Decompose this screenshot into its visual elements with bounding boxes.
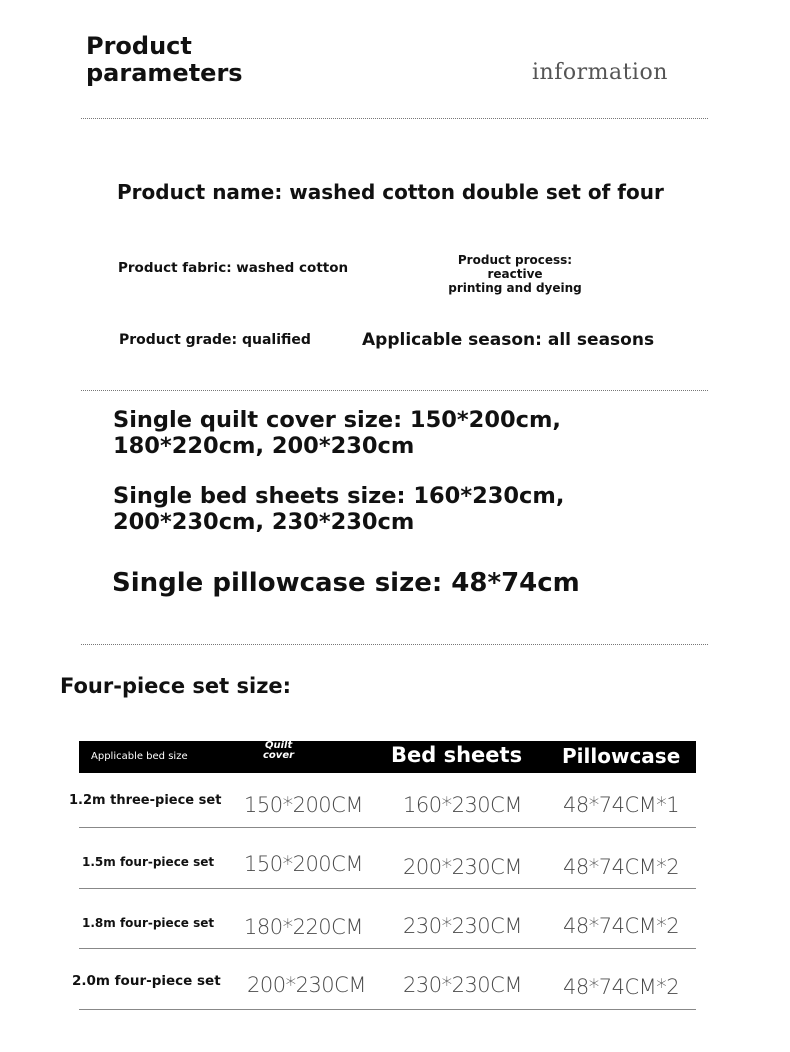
table-row-label: 1.5m four-piece set	[82, 855, 215, 869]
product-process-line1: Product process: reactive	[457, 253, 573, 281]
page-title: Product parameters	[86, 32, 243, 87]
bed-sheets-size-line2: 200*230cm, 230*230cm	[113, 509, 415, 535]
column-quilt-line1: Quilt	[265, 740, 293, 751]
table-cell-pillow: 48*74CM*2	[563, 914, 680, 938]
table-cell-sheets: 230*230CM	[403, 973, 522, 997]
table-cell-quilt: 180*220CM	[244, 915, 363, 939]
table-row-label: 1.8m four-piece set	[82, 916, 215, 930]
table-cell-sheets: 230*230CM	[403, 914, 522, 938]
column-bed-sheets: Bed sheets	[391, 743, 523, 767]
divider	[81, 644, 708, 645]
table-row-label: 2.0m four-piece set	[72, 973, 221, 989]
table-cell-sheets: 160*230CM	[403, 793, 522, 817]
divider	[81, 390, 708, 391]
table-cell-sheets: 200*230CM	[403, 855, 522, 879]
product-fabric: Product fabric: washed cotton	[118, 260, 349, 276]
table-heading: Four-piece set size:	[60, 674, 292, 698]
bed-sheets-size	[113, 483, 564, 535]
quilt-cover-size-line1: Single quilt cover size: 150*200cm,	[113, 407, 561, 433]
product-process	[430, 253, 600, 295]
row-divider	[79, 888, 696, 889]
product-grade: Product grade: qualified	[119, 332, 311, 348]
applicable-season: Applicable season: all seasons	[362, 330, 655, 350]
column-quilt-cover	[263, 741, 294, 761]
column-pillowcase: Pillowcase	[562, 744, 681, 768]
quilt-cover-size-line2: 180*220cm, 200*230cm	[113, 433, 415, 459]
product-process-line2: printing and dyeing	[448, 281, 582, 295]
pillowcase-size: Single pillowcase size: 48*74cm	[112, 568, 580, 598]
product-name: Product name: washed cotton double set of four	[117, 180, 664, 204]
column-quilt-line2: cover	[263, 750, 295, 761]
row-divider	[79, 827, 696, 828]
row-divider	[79, 1009, 696, 1010]
table-header	[79, 741, 696, 773]
table-cell-pillow: 48*74CM*2	[563, 975, 680, 999]
row-divider	[79, 948, 696, 949]
table-row-label: 1.2m three-piece set	[69, 793, 222, 808]
table-cell-pillow: 48*74CM*2	[563, 855, 680, 879]
table-cell-quilt: 200*230CM	[247, 973, 366, 997]
divider	[81, 118, 708, 119]
quilt-cover-size	[113, 407, 561, 459]
column-bed-size: Applicable bed size	[91, 751, 188, 762]
table-cell-pillow: 48*74CM*1	[563, 793, 680, 817]
bed-sheets-size-line1: Single bed sheets size: 160*230cm,	[113, 483, 565, 509]
table-cell-quilt: 150*200CM	[244, 852, 363, 876]
page-subtitle: information	[532, 60, 668, 85]
table-cell-quilt: 150*200CM	[244, 793, 363, 817]
